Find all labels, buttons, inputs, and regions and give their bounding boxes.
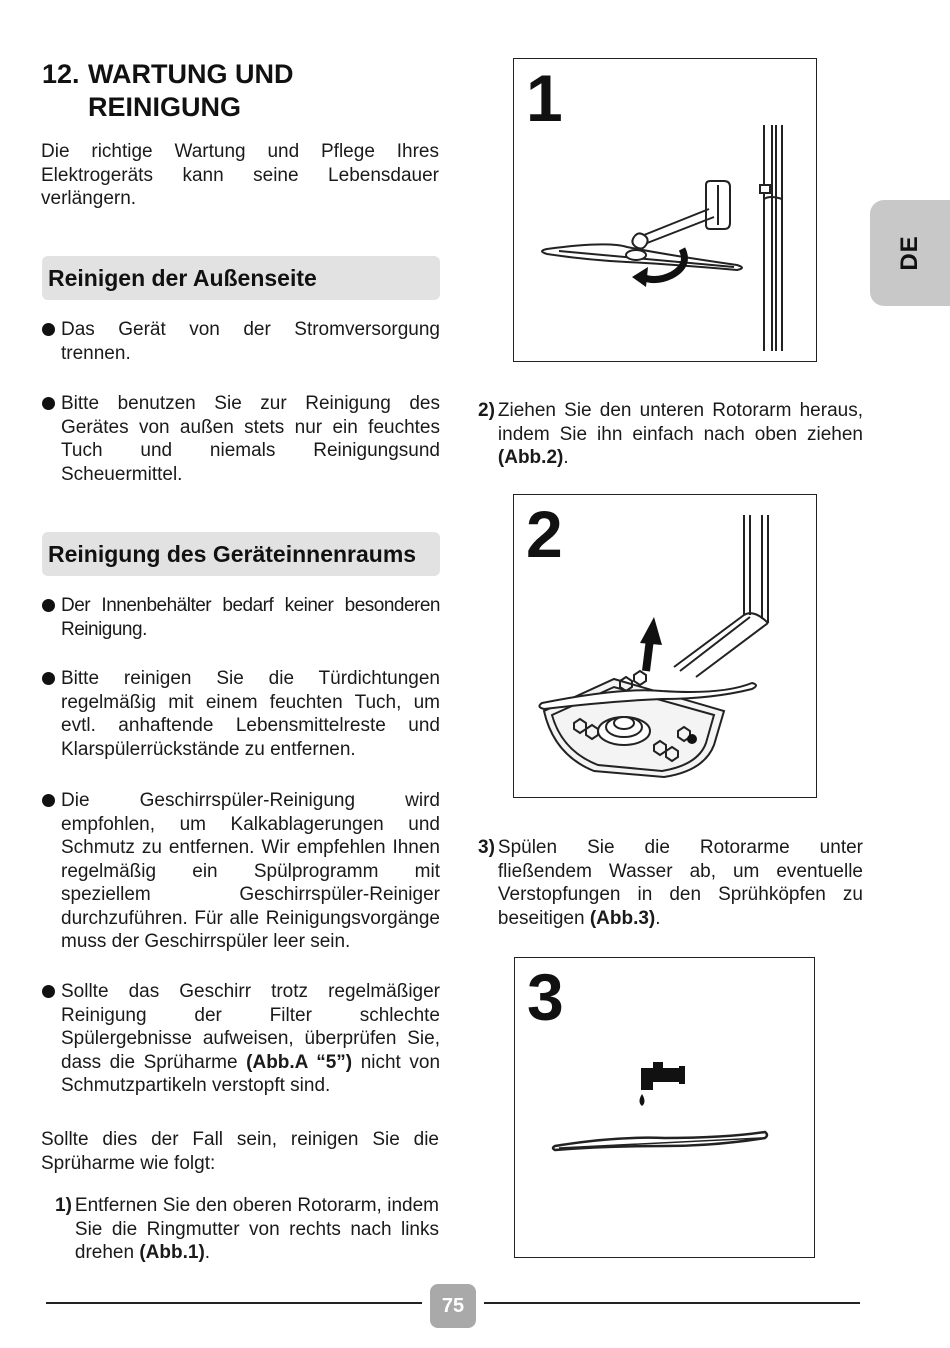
bullet-dot-icon: [42, 599, 55, 612]
figure-1: [513, 58, 817, 362]
language-tab: [870, 200, 950, 306]
step-number: 1): [55, 1195, 72, 1216]
bullet-dot-icon: [42, 672, 55, 685]
step-number: 2): [478, 400, 495, 421]
bullet-dot-icon: [42, 794, 55, 807]
bullet-item: [42, 392, 440, 486]
figure-reference: (Abb.3): [589, 907, 656, 929]
bullet-text: Das Gerät von der Stromversorgung trennen.: [61, 319, 440, 364]
section-title: [42, 58, 442, 124]
bullet-item: [42, 980, 440, 1098]
bullet-text: Bitte benutzen Sie zur Reinigung des Gerätes von außen stets nur ein feuchtes Tuch und niemals Reinigungsund Scheuermittel.: [61, 393, 440, 485]
figure-3: [514, 957, 815, 1258]
intro-paragraph: Die richtige Wartung und Pflege Ihres Elektrogeräts kann seine Lebensdauer verlängern.: [41, 141, 439, 209]
bullet-text: Die Geschirrspüler-Reinigung wird empfohlen, um Kalkablagerungen und Schmutz zu entfernen. Wir empfehlen Ihnen regelmäßig ein Spülprogramm mit speziellem Geschirrspüler-Reiniger durchzuführen. Für alle Reinigungsvorgänge muss der Geschirrspüler leer sein.: [61, 790, 440, 952]
figure-reference: (Abb.A “5”): [246, 1051, 353, 1073]
step-text: Ziehen Sie den unteren Rotorarm heraus, indem Sie ihn einfach nach oben ziehen (Abb.2).: [497, 400, 863, 468]
figure-number: 3: [527, 960, 564, 1034]
spray-arm-rinse-tap-icon: [515, 958, 813, 1256]
bullet-dot-icon: [42, 397, 55, 410]
step-item: [478, 399, 863, 470]
heading-interior-cleaning: Reinigung des Geräteinnenraums: [42, 532, 440, 576]
step-item: [55, 1194, 439, 1265]
bullet-item: [42, 667, 440, 761]
followup-paragraph: Sollte dies der Fall sein, reinigen Sie die Sprüharme wie folgt:: [41, 1129, 439, 1174]
figure-number: 2: [526, 497, 563, 571]
step-text: Spülen Sie die Rotorarme unter fließendem Wasser ab, um eventuelle Verstopfungen in den Sprühköpfen zu beseitigen (Abb.3).: [497, 837, 863, 929]
figure-reference: (Abb.2): [497, 447, 564, 468]
figure-reference: (Abb.1): [139, 1242, 205, 1263]
language-tab-label: DE: [896, 235, 923, 271]
bullet-text: Sollte das Geschirr trotz regelmäßiger Reinigung der Filter schlechte Spülergebnisse aufweisen, überprüfen Sie, dass die Sprüharme (Abb.A “5”) nicht von Schmutzpartikeln verstopft sind.: [61, 981, 441, 1096]
upper-spray-arm-removal-icon: [514, 59, 815, 360]
bullet-dot-icon: [42, 985, 55, 998]
section-title-line2: REINIGUNG: [88, 92, 242, 122]
page-number: 75: [430, 1284, 476, 1328]
step-item: [478, 836, 863, 930]
step-text: Entfernen Sie den oberen Rotorarm, indem Sie die Ringmutter von rechts nach links drehen (Abb.1).: [74, 1195, 439, 1263]
figure-2: [513, 494, 817, 798]
section-number: 12.: [42, 59, 80, 89]
bullet-item: [42, 318, 440, 365]
footer-rule-right: [484, 1302, 860, 1304]
bullet-item: [42, 594, 440, 641]
figure-number: 1: [526, 61, 563, 135]
heading-exterior-cleaning: Reinigen der Außenseite: [42, 256, 440, 300]
section-title-line1: WARTUNG UND: [88, 59, 294, 89]
bullet-text: Bitte reinigen Sie die Türdichtungen regelmäßig mit einem feuchten Tuch, um evtl. anhaftende Lebensmittelreste und Klarspülerrückstände zu entfernen.: [61, 668, 440, 760]
step-number: 3): [478, 837, 495, 858]
bullet-dot-icon: [42, 323, 55, 336]
bullet-item: [42, 789, 440, 954]
lower-spray-arm-lift-icon: [514, 495, 815, 796]
footer-rule-left: [46, 1302, 422, 1304]
bullet-text: Der Innenbehälter bedarf keiner besonderen Reinigung.: [61, 595, 440, 640]
